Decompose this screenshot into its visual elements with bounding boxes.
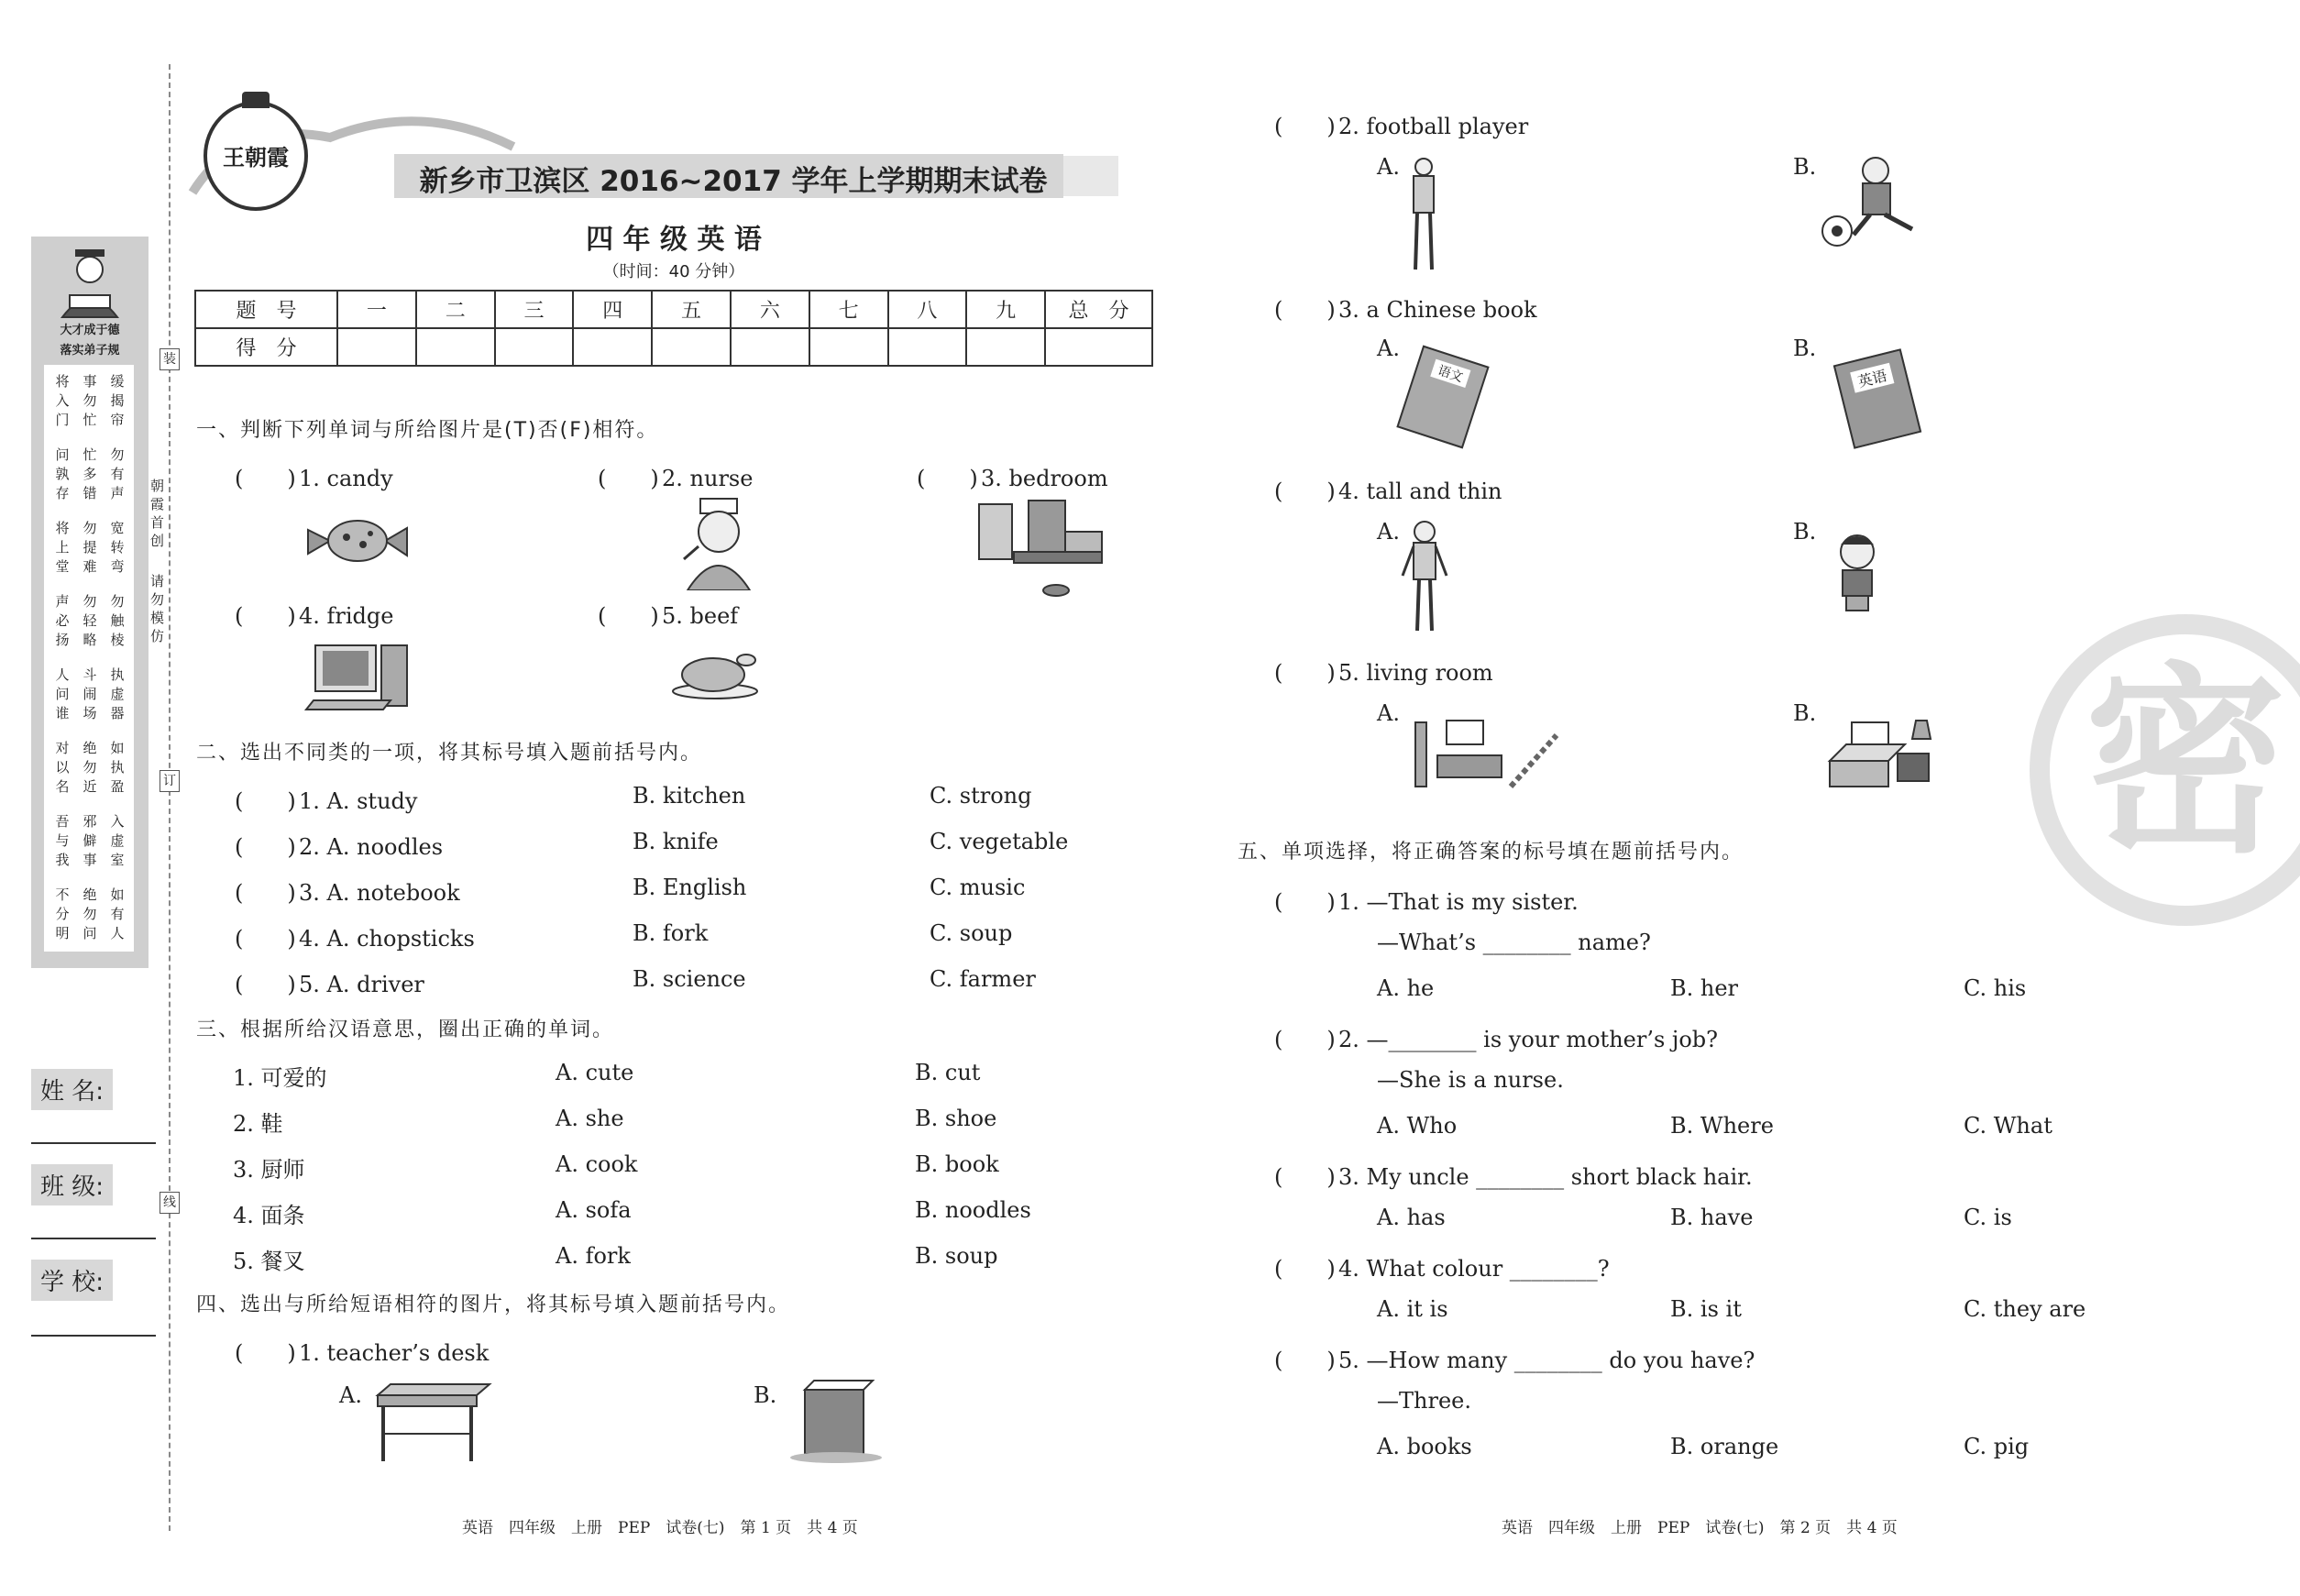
s2-option-c[interactable]: C. strong: [930, 783, 1032, 809]
school-label: 学 校:: [31, 1260, 113, 1301]
s5-q4[interactable]: ( ) 4. What colour ________?: [1274, 1256, 1610, 1282]
s5-q1-opt-c[interactable]: C. his: [1964, 975, 2027, 1001]
s5-q5[interactable]: ( ) 5. —How many ________ do you have?: [1274, 1348, 1755, 1373]
answer-paren[interactable]: ( ): [235, 788, 296, 814]
motto-column: 勿轻略: [83, 593, 97, 648]
s5-q2-line2: —She is a nurse.: [1377, 1067, 1564, 1093]
english-book-picture: [1833, 348, 1921, 449]
score-input-cell[interactable]: [337, 328, 416, 366]
s4-item-1-b-label[interactable]: B.: [754, 1382, 777, 1408]
s2-question[interactable]: [235, 875, 460, 907]
s5-q2[interactable]: ( ) 2. —________ is your mother’s job?: [1274, 1027, 1719, 1052]
motto-column: 吾与我: [55, 813, 70, 868]
s4-item-5[interactable]: ( ) 5. living room: [1274, 660, 1493, 686]
s5-q4-opt-a[interactable]: A. it is: [1377, 1296, 1448, 1322]
motto-column: 声必扬: [55, 593, 70, 648]
score-header-cell: 三: [495, 291, 574, 328]
score-input-cell[interactable]: [888, 328, 967, 366]
motto-column: 如有人: [110, 886, 125, 941]
s5-q3-opt-c[interactable]: C. is: [1964, 1205, 2012, 1230]
section3-title: 三、根据所给汉语意思，圈出正确的单词。: [196, 1018, 615, 1041]
s2-option-a: 1. A. study: [299, 788, 418, 814]
dashed-cut-line: [169, 64, 171, 1531]
s3-option-b[interactable]: B. shoe: [915, 1106, 997, 1131]
header-banner: [183, 101, 1155, 211]
binding-margin: [0, 0, 183, 1596]
s5-q2-opt-a[interactable]: A. Who: [1377, 1113, 1458, 1139]
score-input-cell[interactable]: [495, 328, 574, 366]
score-header-row: [195, 291, 1152, 328]
motto-column: 宽转弯: [110, 520, 125, 575]
s5-q1[interactable]: ( ) 1. —That is my sister.: [1274, 889, 1579, 915]
teacher-desk-picture: [374, 1377, 493, 1465]
s2-question[interactable]: [235, 920, 475, 952]
s2-option-c[interactable]: C. vegetable: [930, 829, 1069, 854]
motto-column: 邪僻事: [83, 813, 97, 868]
s2-option-b[interactable]: B. fork: [633, 920, 709, 946]
score-value-row: [195, 328, 1152, 366]
score-row-label: 得 分: [195, 328, 337, 366]
vertical-note-1: 朝霞首创: [150, 478, 165, 549]
s3-option-b[interactable]: B. soup: [915, 1243, 998, 1269]
motto-column: 缓揭帘: [110, 373, 125, 428]
motto-column: 问孰存: [55, 446, 70, 501]
s1-item-3[interactable]: ( ) 3. bedroom: [917, 466, 1108, 491]
score-input-cell[interactable]: [966, 328, 1045, 366]
motto-column: 绝勿问: [83, 886, 97, 941]
motto-line-2: 落实弟子规: [60, 344, 120, 358]
s5-q1-opt-a[interactable]: A. he: [1377, 975, 1435, 1001]
s3-chinese-word: 2. 鞋: [233, 1111, 283, 1137]
score-header-cell: 二: [416, 291, 495, 328]
chinese-book-label: 语文: [1430, 359, 1470, 388]
answer-paren[interactable]: ( ): [235, 834, 296, 860]
s4-item-3[interactable]: ( ) 3. a Chinese book: [1274, 297, 1537, 323]
score-input-cell[interactable]: [652, 328, 731, 366]
s3-chinese-word: 4. 面条: [233, 1203, 305, 1228]
s2-option-a: 5. A. driver: [299, 972, 424, 997]
score-header-cell: 一: [337, 291, 416, 328]
s4-item-3-a-label[interactable]: A.: [1377, 336, 1400, 361]
nurse-picture: [675, 495, 763, 590]
chicken-picture: [669, 645, 761, 700]
s5-q1-opt-b[interactable]: B. her: [1670, 975, 1739, 1001]
motto-column: 勿提难: [83, 520, 97, 575]
cut-mark-2: 订: [160, 770, 180, 792]
logo-seal: [204, 101, 308, 211]
section1-title: 一、判断下列单词与所给图片是(T)否(F)相符。: [196, 419, 659, 442]
s2-option-a: 3. A. notebook: [299, 880, 460, 906]
motto-column: 入虚室: [110, 813, 125, 868]
motto-column: 如执盈: [110, 740, 125, 795]
motto-column: 忙多错: [83, 446, 97, 501]
answer-paren[interactable]: ( ): [235, 972, 296, 997]
secret-stamp-char: 密: [2084, 645, 2286, 880]
section4-title: 四、选出与所给短语相符的图片，将其标号填入题前括号内。: [196, 1293, 791, 1316]
class-label: 班 级:: [31, 1164, 113, 1205]
s3-chinese-word: 5. 餐叉: [233, 1249, 305, 1274]
s5-q5-opt-b[interactable]: B. orange: [1670, 1434, 1779, 1459]
s2-option-c[interactable]: C. music: [930, 875, 1026, 900]
s4-item-4[interactable]: ( ) 4. tall and thin: [1274, 479, 1502, 504]
motto-line-1: 大才成于德: [60, 324, 120, 337]
score-header-cell: 总 分: [1045, 291, 1152, 328]
english-book-label: 英语: [1850, 363, 1894, 393]
s3-option-a[interactable]: A. she: [556, 1106, 624, 1131]
s2-option-b[interactable]: B. knife: [633, 829, 719, 854]
footer-right: 英语 四年级 上册 PEP 试卷(七) 第 2 页 共 4 页: [1502, 1519, 1898, 1537]
s5-q5-opt-a[interactable]: A. books: [1377, 1434, 1472, 1459]
score-header-cell: 四: [573, 291, 652, 328]
s4-item-1-a-label[interactable]: A.: [339, 1382, 362, 1408]
s4-item-2-b-label[interactable]: B.: [1793, 154, 1817, 180]
score-header-cell: 五: [652, 291, 731, 328]
tall-player-picture: [1403, 156, 1445, 273]
s3-option-b[interactable]: B. cut: [915, 1060, 981, 1085]
s4-item-3-b-label[interactable]: B.: [1793, 336, 1817, 361]
section5-title: 五、单项选择，将正确答案的标号填在题前括号内。: [1238, 841, 1744, 864]
short-boy-picture: [1830, 532, 1885, 614]
exam-title: 新乡市卫滨区 2016~2017 学年上学期期末试卷: [419, 165, 1048, 198]
s4-item-5-a-label[interactable]: A.: [1377, 700, 1400, 726]
bedroom-b-picture: [1824, 717, 1940, 801]
s4-item-5-b-label[interactable]: B.: [1793, 700, 1817, 726]
motto-column: 人问谁: [55, 666, 70, 721]
s2-question[interactable]: [235, 829, 443, 861]
score-input-cell[interactable]: [416, 328, 495, 366]
s2-option-b[interactable]: B. science: [633, 966, 746, 992]
score-header-cell: 九: [966, 291, 1045, 328]
s3-option-a[interactable]: A. cook: [556, 1151, 638, 1177]
s2-option-c[interactable]: C. farmer: [930, 966, 1036, 992]
motto-strip: [31, 237, 149, 968]
time-note: （时间：40 分钟）: [602, 262, 745, 281]
s1-item-5[interactable]: ( ) 5. beef: [598, 603, 739, 629]
s4-item-4-a-label[interactable]: A.: [1377, 519, 1400, 545]
secret-stamp: [2030, 614, 2300, 926]
s1-item-1[interactable]: ( ) 1. candy: [235, 466, 393, 491]
motto-column: 将上堂: [55, 520, 70, 575]
s2-question[interactable]: [235, 783, 417, 815]
chinese-book-picture: [1396, 346, 1489, 449]
motto-column: 执虚器: [110, 666, 125, 721]
s3-option-a[interactable]: A. fork: [556, 1243, 631, 1269]
score-input-cell[interactable]: [1045, 328, 1152, 366]
motto-column: 勿有声: [110, 446, 125, 501]
score-header-cell: 六: [731, 291, 809, 328]
s3-option-a[interactable]: A. sofa: [556, 1197, 632, 1223]
motto-column: 绝勿近: [83, 740, 97, 795]
s3-option-b[interactable]: B. noodles: [915, 1197, 1031, 1223]
s2-option-a: 2. A. noodles: [299, 834, 444, 860]
s3-option-a[interactable]: A. cute: [556, 1060, 634, 1085]
subject-title: 四 年 级 英 语: [586, 224, 762, 256]
cut-mark-1: 装: [160, 348, 180, 370]
s5-q3[interactable]: ( ) 3. My uncle ________ short black hair.: [1274, 1164, 1753, 1190]
score-input-cell[interactable]: [731, 328, 809, 366]
name-field[interactable]: [31, 1142, 156, 1144]
score-table: [194, 290, 1153, 367]
motto-column: 对以名: [55, 740, 70, 795]
motto-column: 事勿忙: [83, 373, 97, 428]
score-header-cell: 八: [888, 291, 967, 328]
footer-left: 英语 四年级 上册 PEP 试卷(七) 第 1 页 共 4 页: [462, 1519, 858, 1537]
s5-q5-opt-c[interactable]: C. pig: [1964, 1434, 2030, 1459]
s2-question[interactable]: [235, 966, 424, 998]
score-input-cell[interactable]: [809, 328, 888, 366]
computer-picture: [303, 642, 413, 717]
s1-item-4[interactable]: ( ) 4. fridge: [235, 603, 394, 629]
living-room-picture: [1410, 717, 1560, 792]
s4-item-2-a-label[interactable]: A.: [1377, 154, 1400, 180]
s3-option-b[interactable]: B. book: [915, 1151, 999, 1177]
bedroom-picture: [977, 495, 1106, 603]
s5-q3-opt-b[interactable]: B. have: [1670, 1205, 1754, 1230]
s5-q2-opt-b[interactable]: B. Where: [1670, 1113, 1774, 1139]
cut-mark-3: 线: [160, 1192, 180, 1214]
logo-text: 王朝霞: [223, 144, 289, 171]
candy-picture: [306, 513, 409, 568]
answer-paren[interactable]: ( ): [235, 880, 296, 906]
scholar-icon: [53, 244, 127, 321]
answer-paren[interactable]: ( ): [235, 926, 296, 952]
football-player-picture: [1821, 152, 1931, 253]
score-input-cell[interactable]: [573, 328, 652, 366]
s5-q3-opt-a[interactable]: A. has: [1377, 1205, 1446, 1230]
name-label: 姓 名:: [31, 1069, 113, 1110]
s4-item-4-b-label[interactable]: B.: [1793, 519, 1817, 545]
section2-title: 二、选出不同类的一项，将其标号填入题前括号内。: [196, 742, 703, 765]
s2-option-a: 4. A. chopsticks: [299, 926, 475, 952]
s2-option-b[interactable]: B. English: [633, 875, 747, 900]
s1-item-2[interactable]: ( ) 2. nurse: [598, 466, 754, 491]
s2-option-c[interactable]: C. soup: [930, 920, 1013, 946]
s2-option-b[interactable]: B. kitchen: [633, 783, 746, 809]
s4-item-1[interactable]: ( ) 1. teacher’s desk: [235, 1340, 490, 1366]
class-field[interactable]: [31, 1238, 156, 1239]
s5-q4-opt-b[interactable]: B. is it: [1670, 1296, 1742, 1322]
s5-q2-opt-c[interactable]: C. What: [1964, 1113, 2052, 1139]
score-header-cell: 七: [809, 291, 888, 328]
logo-crown-icon: [242, 92, 270, 108]
motto-column: 勿触棱: [110, 593, 125, 648]
s5-q1-line2: —What’s ________ name?: [1377, 930, 1651, 955]
tall-thin-boy-picture: [1399, 519, 1450, 634]
score-header-cell: 题 号: [195, 291, 337, 328]
s3-chinese-word: 1. 可爱的: [233, 1065, 327, 1091]
motto-column: 将入门: [55, 373, 70, 428]
s5-q4-opt-c[interactable]: C. they are: [1964, 1296, 2086, 1322]
motto-column: 斗闹场: [83, 666, 97, 721]
podium-picture: [785, 1377, 886, 1465]
school-field[interactable]: [31, 1335, 156, 1337]
s3-chinese-word: 3. 厨师: [233, 1157, 305, 1183]
vertical-note-2: 请勿模仿: [150, 573, 165, 644]
motto-text-box: [44, 365, 134, 952]
s5-q5-line2: —Three.: [1377, 1388, 1471, 1414]
s4-item-2[interactable]: ( ) 2. football player: [1274, 114, 1529, 139]
motto-column: 不分明: [55, 886, 70, 941]
